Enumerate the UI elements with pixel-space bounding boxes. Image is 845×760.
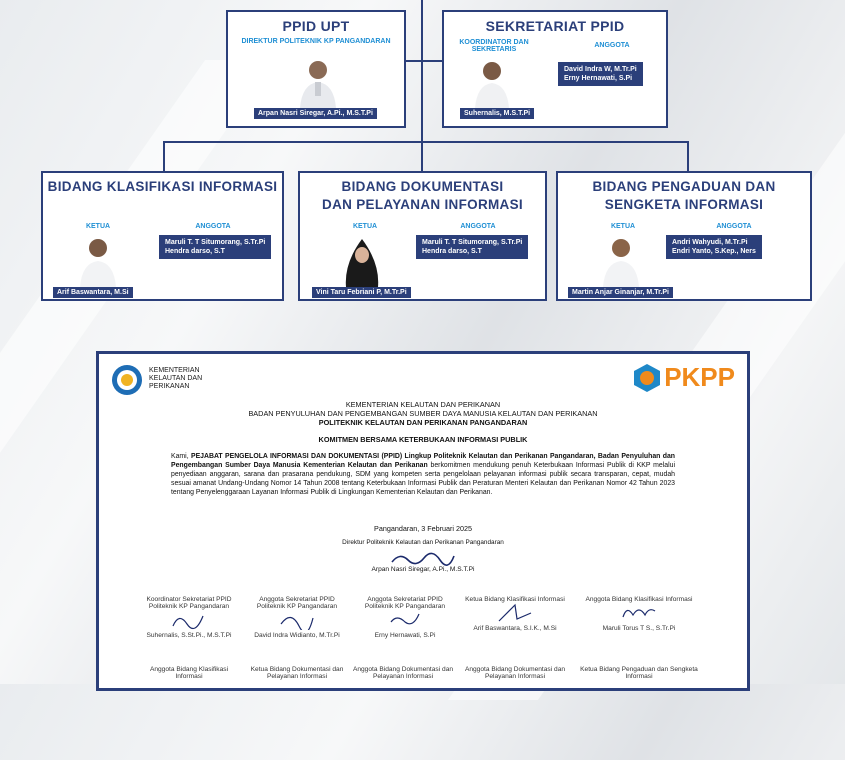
signatory-role: Ketua Bidang Dokumentasi dan Pelayanan Informasi [250,666,344,680]
anggota-label: ANGGOTA [716,223,752,230]
signatory-name: Suhernalis, S.St.Pi., M.S.T.Pi [146,632,232,639]
connector-line [163,141,165,171]
header-line: KEMENTERIAN KELAUTAN DAN PERIKANAN [345,400,501,409]
box-title: SEKRETARIAT PPID [485,18,625,34]
person-photo [600,235,642,287]
box-title: BIDANG KLASIFIKASI INFORMASI [47,179,278,194]
signatory [139,596,239,639]
signatory [247,666,347,680]
signature [619,603,659,623]
connector-line [687,141,689,171]
signatory [575,596,703,632]
signatory-role: Anggota Bidang Dokumentasi dan Pelayanan Informasi [352,666,454,680]
person-photo [77,235,119,287]
signature [495,603,535,623]
anggota-label: ANGGOTA [195,223,231,230]
box-title-line1: BIDANG PENGADUAN DAN [592,179,776,194]
koordinator-label: KOORDINATOR DAN SEKRETARIS [459,39,529,53]
signatory [351,666,455,680]
person-name-tag: Vini Taru Febriani P, M.Tr.Pi [312,287,411,298]
body-rest: berkomitmen mendukung penuh Keterbukaan Informasi Publik di KKP melalui penyediaan anggaran, sarana dan prasarana pendukung, SDM yang kompeten serta pengelolaan pelayanan informasi publik secara transparan, cepat, mudah sesuai amanat Undang-Undang Nomor 14 Tahun 2008 tentang Keterbukaan Informasi Publik dan Peraturan Menteri Kelautan dan Perikanan Nomor 42 Tahun 2023 tentang Penyelenggaraan Layanan Informasi Publik di Lingkungan Kementerian Kelautan dan Perikanan. [171,462,676,496]
member-name: Hendra darso, S.T [165,248,225,255]
signatory-role: Anggota Sekretariat PPID Politeknik KP Pangandaran [256,596,338,610]
signatory [455,666,575,680]
box-subtitle: DIREKTUR POLITEKNIK KP PANGANDARAN [241,38,391,45]
document-body [171,452,675,497]
ppid-upt-box [226,10,406,128]
director-title: Direktur Politeknik Kelautan dan Perikanan Pangandaran [342,539,504,546]
body-intro: Kami, [171,453,191,460]
signatory-role: Anggota Bidang Dokumentasi dan Pelayanan Informasi [464,666,566,680]
member-name: Andri Wahyudi, M.Tr.Pi [672,239,748,246]
box-title-line2: SENGKETA INFORMASI [604,197,764,212]
person-name-tag: Martin Anjar Ginanjar, M.Tr.Pi [568,287,673,298]
connector-line [421,0,423,142]
signatory [139,666,239,680]
member-name: Maruli T. T Situmorang, S.Tr.Pi [422,239,523,246]
header-line: BADAN PENYULUHAN DAN PENGEMBANGAN SUMBER DAYA MANUSIA KELAUTAN DAN PERIKANAN [248,409,598,418]
commitment-document [96,351,750,691]
sekretariat-ppid-box [442,10,668,128]
member-name: Maruli T. T Situmorang, S.Tr.Pi [165,239,266,246]
signatory-name: Arif Baswantara, S.I.K., M.Si [473,625,557,632]
signatory [247,596,347,639]
anggota-label: ANGGOTA [460,223,496,230]
pkpp-logo [632,362,735,393]
member-list [666,235,762,259]
person-name-tag: Arpan Nasri Siregar, A.Pi., M.S.T.Pi [254,108,377,119]
signature [277,610,317,630]
person-name-tag: Arif Baswantara, M.Si [53,287,133,298]
bidang-dokumentasi-box [298,171,547,301]
signatory-role: Koordinator Sekretariat PPID Politeknik KP Pangandaran [146,596,232,610]
ketua-label: KETUA [352,223,378,230]
pkpp-brand-text: PKPP [664,362,735,392]
place-date: Pangandaran, 3 Februari 2025 [374,524,472,533]
signatory-name: David Indra Widianto, M.Tr.Pi [254,632,340,639]
member-name: Hendra darso, S.T [422,248,482,255]
signatory-role: Ketua Bidang Klasifikasi Informasi [465,596,565,603]
member-list [159,235,271,259]
bidang-pengaduan-box [556,171,812,301]
signature [388,550,458,566]
person-photo [340,233,384,287]
member-name: Erny Hernawati, S.Pi [564,75,633,82]
signatory-role: Ketua Bidang Pengaduan dan Sengketa Informasi [580,666,698,680]
director-name: Arpan Nasri Siregar, A.Pi., M.S.T.Pi [371,566,475,573]
box-title-line2: DAN PELAYANAN INFORMASI [322,197,523,212]
pkpp-emblem-icon [632,363,662,393]
person-name-tag: Suhernalis, M.S.T.Pi [460,108,534,119]
kkp-logo-text [149,367,202,391]
header-line: POLITEKNIK KELAUTAN DAN PERIKANAN PANGANDARAN [318,418,528,427]
anggota-label: ANGGOTA [594,42,630,49]
box-title-line1: BIDANG DOKUMENTASI [341,179,504,194]
person-photo [296,56,340,108]
ketua-label: KETUA [85,223,111,230]
logo-line: KELAUTAN DAN [149,375,203,382]
kkp-logo-icon [111,364,143,396]
signatory [455,596,575,632]
connector-line [421,141,423,171]
signatory-name: Maruli Torus T S., S.Tr.Pi [602,625,676,632]
member-name: David Indra W, M.Tr.Pi [564,66,637,73]
signature [385,610,425,630]
connector-line [406,60,442,62]
bidang-klasifikasi-box [41,171,284,301]
signatory-role: Anggota Bidang Klasifikasi Informasi [149,666,229,680]
member-list [416,235,528,259]
connector-line [163,141,688,143]
member-list [558,62,643,86]
signatory-role: Anggota Bidang Klasifikasi Informasi [585,596,693,603]
signatory [355,596,455,639]
member-name: Endri Yanto, S.Kep., Ners [672,248,756,255]
signature [169,610,209,630]
logo-line: PERIKANAN [149,383,190,390]
signatory-role: Anggota Sekretariat PPID Politeknik KP Pangandaran [364,596,446,610]
box-title: PPID UPT [282,18,350,34]
signatory-name: Erny Hernawati, S.Pi [374,632,436,639]
ketua-label: KETUA [610,223,636,230]
body-bold: PEJABAT PENGELOLA INFORMASI DAN DOKUMENTASI (PPID) Lingkup Politeknik Kelautan dan Perikanan Pangandaran, Badan Penyuluhan dan Pengembangan Sumber Daya Manusia Kementerian Kelautan dan Perikanan [171,453,675,469]
document-heading: KOMITMEN BERSAMA KETERBUKAAN INFORMASI PUBLIK [318,435,528,444]
logo-line: KEMENTERIAN [149,367,200,374]
signatory [575,666,703,680]
person-photo [472,58,512,108]
